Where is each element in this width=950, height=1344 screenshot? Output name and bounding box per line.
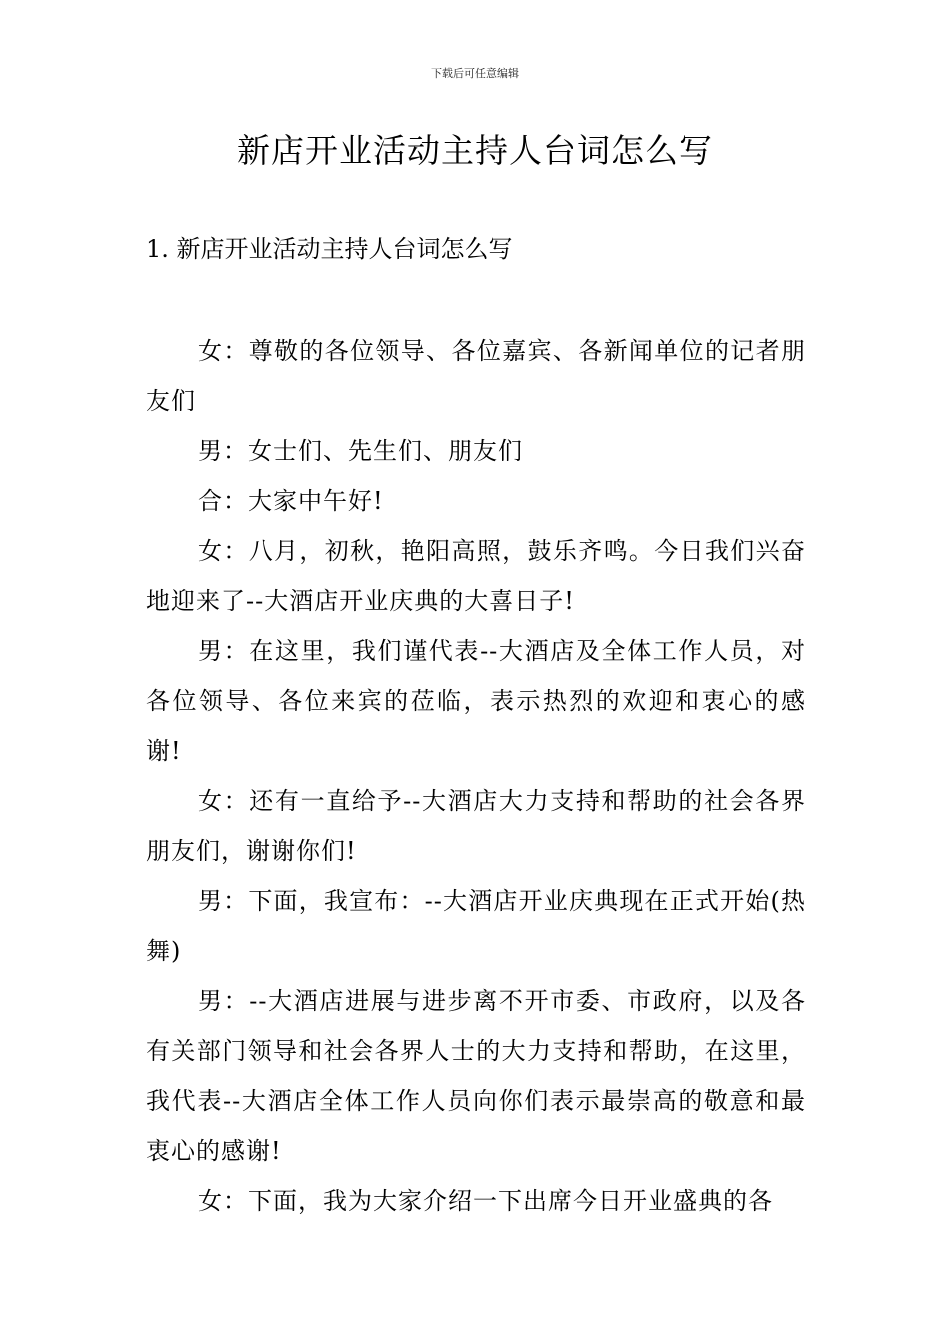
body-text	[146, 326, 806, 1226]
paragraph: 女：八月，初秋，艳阳高照，鼓乐齐鸣。今日我们兴奋地迎来了--大酒店开业庆典的大喜日子!	[146, 537, 806, 615]
paragraph: 女：下面，我为大家介绍一下出席今日开业盛典的各	[198, 1187, 773, 1215]
paragraph: 合：大家中午好!	[198, 487, 384, 515]
paragraph: 女：尊敬的各位领导、各位嘉宾、各新闻单位的记者朋友们	[146, 337, 806, 415]
paragraph: 男：女士们、先生们、朋友们	[198, 437, 523, 465]
header-note: 下载后可任意编辑	[431, 67, 519, 80]
section-heading: 1. 新店开业活动主持人台词怎么写	[146, 235, 513, 263]
paragraph: 男：在这里，我们谨代表--大酒店及全体工作人员，对各位领导、各位来宾的莅临，表示热烈的欢迎和衷心的感谢!	[146, 637, 806, 765]
paragraph: 男：下面，我宣布：--大酒店开业庆典现在正式开始(热舞)	[146, 887, 806, 965]
document-title: 新店开业活动主持人台词怎么写	[237, 131, 713, 170]
paragraph: 男：--大酒店进展与进步离不开市委、市政府，以及各有关部门领导和社会各界人士的大力支持和帮助，在这里，我代表--大酒店全体工作人员向你们表示最崇高的敬意和最衷心的感谢!	[146, 987, 806, 1165]
paragraph: 女：还有一直给予--大酒店大力支持和帮助的社会各界朋友们，谢谢你们!	[146, 787, 806, 865]
